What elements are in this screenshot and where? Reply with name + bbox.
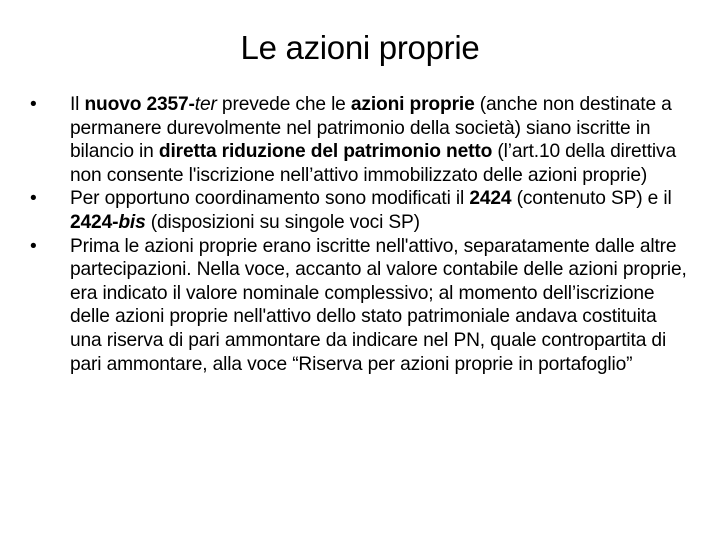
- bullet-list: [28, 93, 688, 376]
- bullet-marker: •: [30, 235, 37, 257]
- bullet-text-segment: bis: [118, 211, 146, 233]
- bullet-text-segment: Il: [70, 94, 85, 115]
- bullet-text-segment: 2424: [469, 188, 512, 210]
- bullet-text-segment: prevede che le: [216, 94, 351, 115]
- bullet-text-segment: diretta riduzione del patrimonio netto: [158, 141, 493, 163]
- bullet-text-segment: nuovo 2357-: [84, 94, 195, 115]
- bullet-text-segment: (l’art.10 della direttiva non consente l'iscrizione nell’attivo immobilizzato delle azioni proprie): [70, 141, 676, 186]
- slide-title: Le azioni proprie: [240, 29, 480, 66]
- bullet-text-segment: (contenuto SP) e il: [511, 188, 672, 210]
- bullet-text-segment: 2424-: [70, 211, 119, 233]
- bullet-text-segment: (anche non destinate a permanere durevolmente nel patrimonio della società) siano iscritte in bilancio in: [70, 94, 672, 163]
- bullet-item: [28, 187, 688, 234]
- bullet-marker: •: [30, 188, 37, 210]
- bullet-marker: •: [30, 94, 37, 115]
- bullet-text-segment: ter: [194, 94, 217, 115]
- bullet-text-segment: Prima le azioni proprie erano iscritte nell'attivo, separatamente dalle altre partecipazioni. Nella voce, accanto al valore contabile delle azioni proprie, era indicato il valore nominale complessivo; al momento dell’iscrizione delle azioni proprie nell'attivo dello stato patrimoniale andava costituita una riserva di pari ammontare da indicare nel PN, quale contropartita di pari ammontare, alla voce “Riserva per azioni proprie in portafoglio”: [70, 235, 687, 375]
- bullet-item: [28, 93, 688, 187]
- bullet-text-segment: azioni proprie: [350, 94, 475, 115]
- bullet-text-segment: (disposizioni su singole voci SP): [145, 211, 420, 233]
- bullet-text-segment: Per opportuno coordinamento sono modificati il: [70, 188, 470, 210]
- bullet-item: [28, 235, 688, 377]
